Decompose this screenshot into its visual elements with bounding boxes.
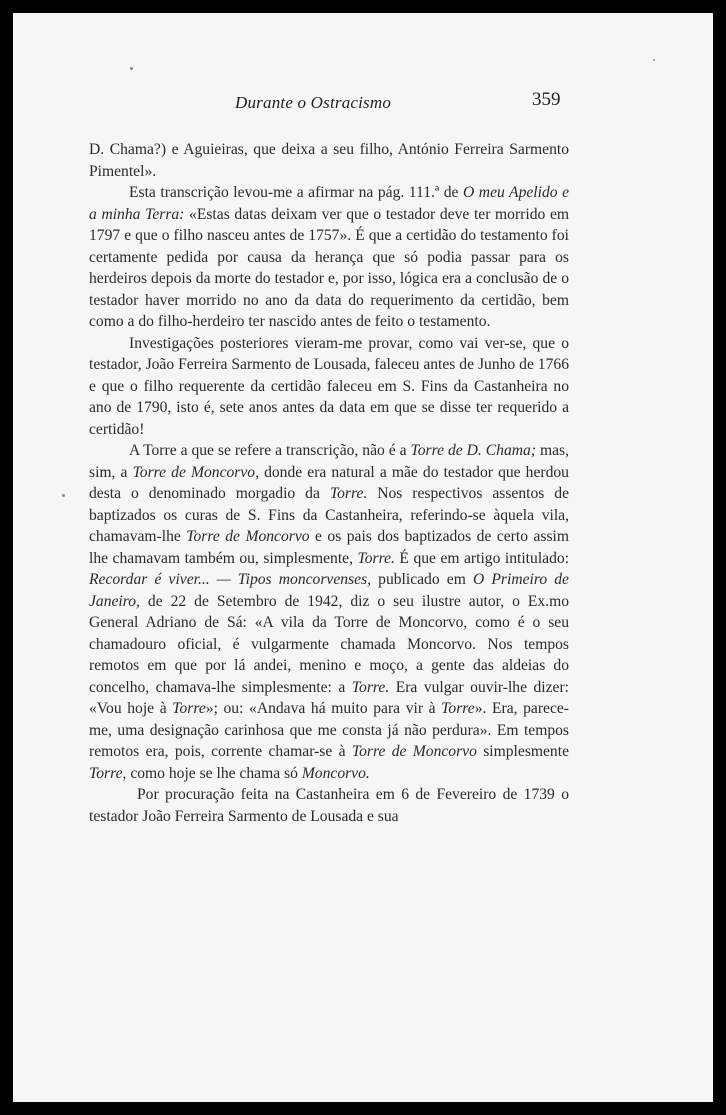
text-run: donde era natural a mãe do testador que herdou desta o denominado morgadio da <box>89 463 569 502</box>
italic-run: Torre <box>441 700 475 717</box>
text-run: Nos respectivos assentos de baptizados os curas de S. Fins da Castanheira, referindo-se àquela vila, chamavam-lhe <box>89 485 570 545</box>
text-run: A Torre a que se refere a transcrição, não é a <box>129 442 411 459</box>
text-run: simplesmente <box>476 743 569 760</box>
text-run: publicado em <box>371 571 473 588</box>
running-title: Durante o Ostracismo <box>235 93 392 112</box>
paragraph <box>89 333 569 441</box>
italic-run: Torre de Moncorvo, <box>132 463 259 481</box>
paper-speck <box>653 59 655 61</box>
text-run: de 22 de Setembro de 1942, diz o seu ilustre autor, o Ex.mo General Adriano de Sá: «A vila da Torre de Moncorvo, como é o seu chamadouro oficial, é vulgarmente chamada Moncorvo. Nos tempos remotos em que por lá andei, menino e moço, a gente das aldeias do concelho, chamava-lhe simplesmente: a <box>89 592 569 696</box>
text-run: Era vulgar ouvir-lhe dizer: «Vou hoje à <box>89 678 569 717</box>
paragraph <box>89 784 569 827</box>
paper-speck <box>130 67 133 70</box>
body-text <box>89 139 569 827</box>
italic-run: Recordar é viver... — Tipos moncorvenses, <box>89 571 371 588</box>
paragraph <box>89 139 569 182</box>
paragraph <box>89 182 569 333</box>
italic-run: Torre de Moncorvo <box>351 743 477 760</box>
italic-run: Torre de Moncorvo <box>186 528 310 545</box>
text-run: ». Era, parece-me, uma designação carinhosa que me consta já não perdura». Em tempos remotos era, pois, corrente chamar-se à <box>89 700 570 760</box>
text-run: D. Chama?) e Aguieiras, que deixa a seu filho, António Ferreira Sarmento Pimentel». <box>89 141 569 180</box>
page-number: 359 <box>532 89 561 110</box>
text-run: É que em artigo intitulado: <box>394 549 569 567</box>
text-run: mas, sim, a <box>89 442 570 481</box>
text-run: como hoje se lhe chama só <box>126 764 302 782</box>
italic-run: Torre de D. Chama; <box>410 442 537 459</box>
italic-run: O meu Apelido e a minha Terra: <box>89 184 569 223</box>
italic-run: Torre. <box>329 485 368 502</box>
text-run: Investigações posteriores vieram-me provar, como vai ver-se, que o testador, João Ferreira Sarmento de Lousada, faleceu antes de Junho de 1766 e que o filho requerente da certidão faleceu em S. Fins da Castanheira no ano de 1790, isto é, sete anos antes da data em que se disse ter requerido a certidão! <box>89 334 569 438</box>
italic-run: Moncorvo. <box>301 764 370 782</box>
italic-run: Torre. <box>351 678 390 696</box>
text-run: e os pais dos baptizados de certo assim lhe chamavam também ou, simplesmente, <box>89 528 570 567</box>
text-run: Esta transcrição levou-me a afirmar na pág. 111.ª de <box>129 184 464 201</box>
running-head <box>13 89 713 119</box>
paper-speck <box>62 494 65 497</box>
text-run: Por procuração feita na Castanheira em 6 de Fevereiro de 1739 o testador João Ferreira Sarmento de Lousada e sua <box>89 786 569 825</box>
paragraph <box>89 440 569 784</box>
book-page <box>13 13 713 1102</box>
italic-run: O Primeiro de Janeiro, <box>89 571 569 610</box>
italic-run: Torre, <box>89 764 127 782</box>
text-run: «Estas datas deixam ver que o testador deve ter morrido em 1797 e que o filho nasceu antes de 1757». É que a certidão do testamento foi certamente pedida por causa da herança que só podia passar para os herdeiros depois da morte do testador e, por isso, lógica era a conclusão de o testador haver morrido no ano da data do requerimento da certidão, bem como a do filho-herdeiro ter nascido antes de feito o testamento. <box>89 205 569 330</box>
italic-run: Torre <box>172 700 206 717</box>
text-run: »; ou: «Andava há muito para vir à <box>205 700 442 717</box>
italic-run: Torre. <box>357 549 395 567</box>
